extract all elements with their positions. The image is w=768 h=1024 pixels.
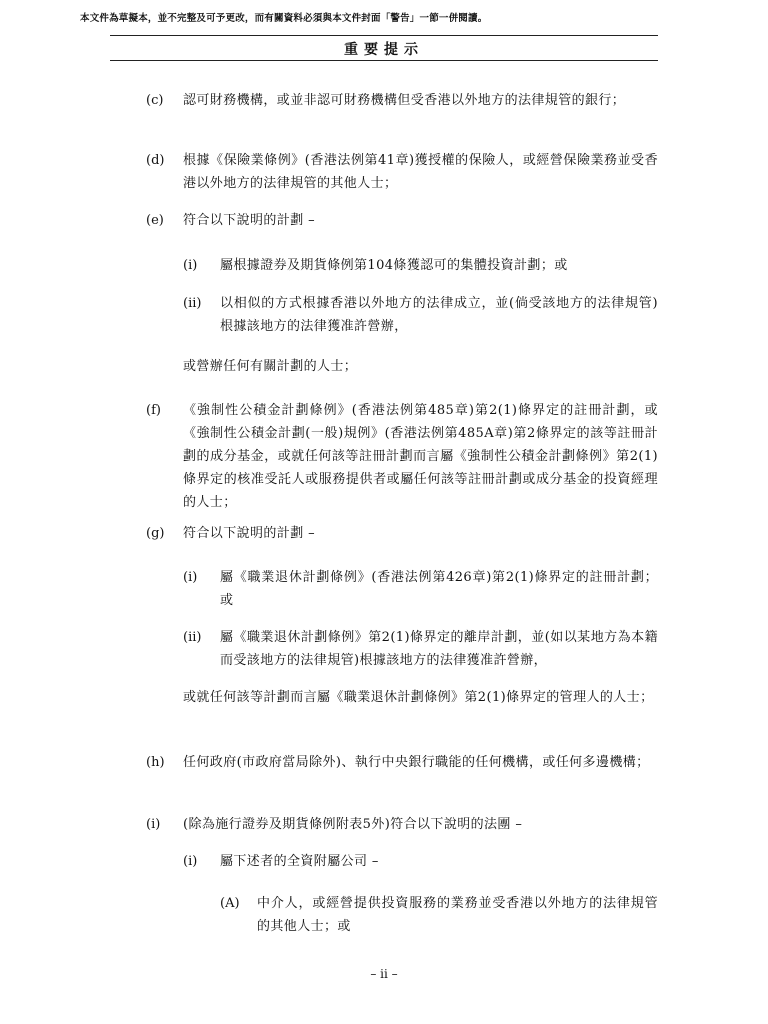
header-rule-top: [110, 35, 658, 36]
item-e-i-text: 屬根據證券及期貨條例第104條獲認可的集體投資計劃；或: [220, 258, 568, 273]
item-g-label: (g): [146, 526, 165, 541]
section-title: 重要提示: [344, 42, 424, 58]
item-e-label: (e): [146, 213, 164, 228]
draft-warning-banner: 本文件為草擬本，並不完整及可予更改，而有關資料必須與本文件封面「警告」一節一併閱讀。: [80, 13, 488, 24]
item-i-text: (除為施行證券及期貨條例附表5外)符合以下說明的法團 –: [183, 817, 523, 832]
item-h-label: (h): [146, 755, 165, 770]
item-i-label: (i): [146, 817, 161, 832]
item-f-label: (f): [146, 403, 161, 418]
item-e-i-label: (i): [183, 258, 198, 273]
item-d-label: (d): [146, 153, 165, 168]
item-e-closing-text: 或營辦任何有關計劃的人士；: [183, 359, 358, 374]
item-i-i-a-text: 中介人，或經營提供投資服務的業務並受香港以外地方的法律規管的其他人士；或: [257, 896, 658, 934]
header-rule-bottom: [110, 60, 658, 61]
item-e-text: 符合以下說明的計劃 –: [183, 213, 316, 228]
item-g-ii-label: (ii): [183, 630, 202, 645]
item-g-ii-text: 屬《職業退休計劃條例》第2(1)條界定的離岸計劃，並(如以某地方為本籍而受該地方的法律規管)根據該地方的法律獲准許營辦，: [220, 630, 658, 668]
item-g-i-text: 屬《職業退休計劃條例》(香港法例第426章)第2(1)條界定的註冊計劃；或: [220, 570, 658, 608]
item-i-i-a-label: (A): [220, 896, 240, 911]
item-g-i-label: (i): [183, 570, 198, 585]
item-e-ii-label: (ii): [183, 296, 202, 311]
item-c-text: 認可財務機構，或並非認可財務機構但受香港以外地方的法律規管的銀行；: [183, 93, 626, 108]
item-h-text: 任何政府(市政府當局除外)、執行中央銀行職能的任何機構，或任何多邊機構；: [183, 755, 650, 770]
item-i-i-text: 屬下述者的全資附屬公司 –: [220, 854, 379, 869]
item-f-text: 《強制性公積金計劃條例》(香港法例第485章)第2(1)條界定的註冊計劃，或《強制性公積金計劃(一般)規例》(香港法例第485A章)第2條界定的該等註冊計劃的成分基金，或就任何該等註冊計劃而言屬《強制性公積金計劃條例》第2(1)條界定的核准受託人或服務提供者或屬任何該等註冊計劃或成分基金的投資經理的人士；: [183, 403, 658, 510]
item-g-closing-text: 或就任何該等計劃而言屬《職業退休計劃條例》第2(1)條界定的管理人的人士；: [183, 690, 654, 705]
item-c-label: (c): [146, 93, 164, 108]
page-number: – ii –: [370, 967, 398, 981]
item-d-text: 根據《保險業條例》(香港法例第41章)獲授權的保險人，或經營保險業務並受香港以外地方的法律規管的其他人士；: [183, 153, 658, 191]
item-i-i-label: (i): [183, 854, 198, 869]
item-g-text: 符合以下說明的計劃 –: [183, 526, 316, 541]
item-e-ii-text: 以相似的方式根據香港以外地方的法律成立，並(倘受該地方的法律規管)根據該地方的法律獲准許營辦，: [220, 296, 658, 334]
